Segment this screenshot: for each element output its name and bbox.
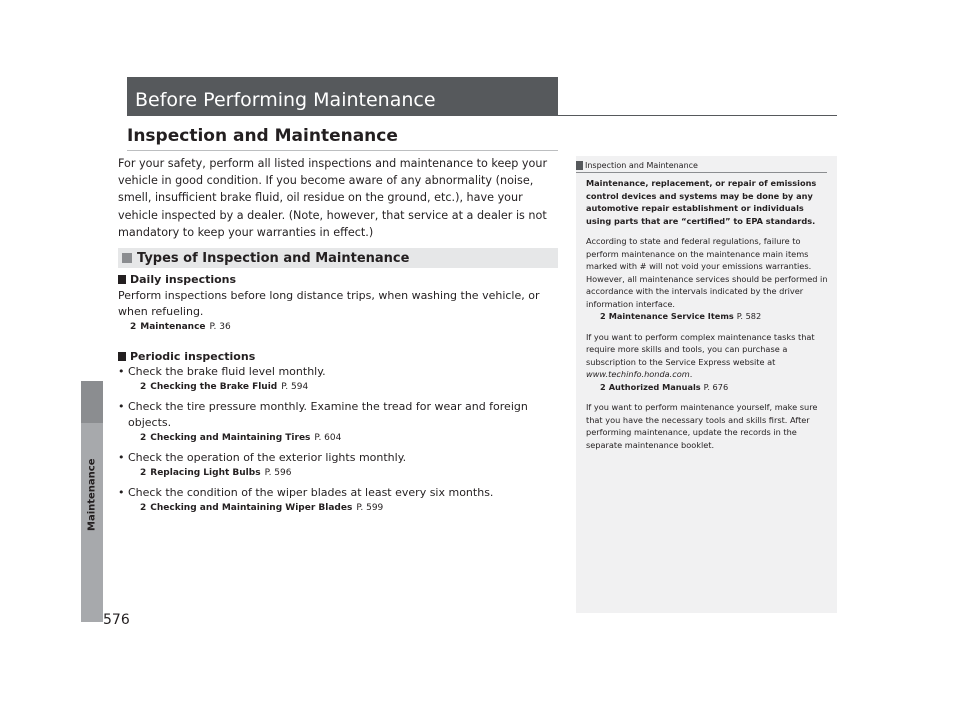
section-heading: Inspection and Maintenance bbox=[127, 126, 398, 146]
ref-title: Maintenance Service Items bbox=[608, 311, 734, 321]
list-item bbox=[118, 399, 563, 431]
sidebar-para-2-text: If you want to perform complex maintenance tasks that require more skills and tools, you can purchase a subscription to the Service Express website at bbox=[586, 331, 815, 367]
page-title: Before Performing Maintenance bbox=[127, 77, 558, 116]
ref-page: P. 582 bbox=[736, 311, 762, 321]
periodic-inspections bbox=[118, 350, 563, 516]
ref-page: P. 604 bbox=[314, 433, 342, 443]
ref-title: Checking the Brake Fluid bbox=[150, 382, 278, 392]
ref-page: P. 599 bbox=[356, 503, 384, 513]
list-item-text: Check the tire pressure monthly. Examine the tread for wear and foreign objects. bbox=[128, 400, 528, 429]
ref-link[interactable] bbox=[118, 431, 563, 446]
bullet-icon: • bbox=[118, 400, 125, 413]
ref-title: Checking and Maintaining Tires bbox=[150, 433, 311, 443]
daily-heading-text: Daily inspections bbox=[130, 273, 237, 286]
sidebar-ref-link-2[interactable] bbox=[586, 381, 829, 394]
sidebar-para-2-end: . bbox=[689, 369, 693, 379]
periodic-heading bbox=[118, 350, 563, 363]
periodic-heading-text: Periodic inspections bbox=[130, 350, 256, 363]
ref-page: P. 594 bbox=[281, 382, 309, 392]
subsection-title: Types of Inspection and Maintenance bbox=[137, 250, 410, 266]
ref-link[interactable] bbox=[118, 501, 563, 516]
ref-page: P. 36 bbox=[209, 322, 231, 332]
sidebar-bold-note: Maintenance, replacement, or repair of emissions control devices and systems may be done by any automotive repair establishment or individuals using parts that are “certified” to EPA standards. bbox=[586, 178, 817, 226]
sidebar-ref-link-1[interactable] bbox=[586, 310, 829, 323]
daily-heading bbox=[118, 273, 563, 286]
ref-page: P. 676 bbox=[703, 381, 729, 392]
sidebar-body bbox=[576, 173, 837, 451]
ref-link[interactable] bbox=[118, 380, 563, 395]
bullet-icon: • bbox=[118, 486, 125, 499]
ref-title: Authorized Manuals bbox=[608, 381, 701, 392]
ref-arrow-icon: 2 bbox=[600, 381, 606, 392]
ref-title: Checking and Maintaining Wiper Blades bbox=[150, 503, 353, 513]
list-item-text: Check the condition of the wiper blades at least every six months. bbox=[128, 486, 494, 499]
intro-paragraph: For your safety, perform all listed inspections and maintenance to keep your vehicle in good condition. If you become aware of any abnormality (noise, smell, insufficient brake fluid, oil residue on the ground, etc.), have your vehicle inspected by a dealer. (Note, however, that service at a dealer is not mandatory to keep your warranties in effect.) bbox=[118, 157, 548, 239]
website-link[interactable]: www.techinfo.honda.com bbox=[586, 369, 690, 379]
daily-body: Perform inspections before long distance trips, when washing the vehicle, or when refueling. bbox=[118, 289, 540, 318]
ref-title: Replacing Light Bulbs bbox=[150, 468, 261, 478]
square-icon bbox=[118, 352, 126, 361]
bullet-icon: • bbox=[118, 365, 125, 378]
daily-ref-link[interactable] bbox=[118, 320, 563, 335]
side-label: Maintenance bbox=[86, 458, 98, 532]
ref-title: Maintenance bbox=[140, 322, 206, 332]
sidebar-para-2 bbox=[586, 331, 829, 381]
square-icon bbox=[122, 253, 132, 263]
ref-page: P. 596 bbox=[264, 468, 292, 478]
bullet-icon: • bbox=[118, 451, 125, 464]
list-item-text: Check the brake fluid level monthly. bbox=[128, 365, 326, 378]
list-item bbox=[118, 450, 563, 466]
section-divider bbox=[127, 150, 558, 151]
sidebar-para-1: According to state and federal regulations, failure to perform maintenance on the maintenance main items marked with # will not void your emissions warranties. However, all maintenance services should be performed in accordance with the intervals indicated by the driver information interface. bbox=[586, 236, 828, 309]
ref-link[interactable] bbox=[118, 466, 563, 481]
ref-arrow-icon: 2 bbox=[140, 433, 147, 443]
page-number: 576 bbox=[103, 612, 130, 628]
ref-arrow-icon: 2 bbox=[140, 468, 147, 478]
list-item bbox=[118, 364, 563, 380]
ref-arrow-icon: 2 bbox=[130, 322, 137, 332]
list-item-text: Check the operation of the exterior lights monthly. bbox=[128, 451, 407, 464]
note-marker-icon bbox=[576, 161, 583, 170]
daily-inspections bbox=[118, 273, 563, 335]
subsection-header bbox=[118, 248, 558, 268]
side-tab-marker bbox=[81, 381, 103, 423]
ref-arrow-icon: 2 bbox=[600, 311, 606, 321]
title-rule bbox=[558, 115, 837, 116]
sidebar-heading-text: Inspection and Maintenance bbox=[585, 160, 698, 170]
sidebar-para-3: If you want to perform maintenance yourself, make sure that you have the necessary tools and skills first. After performing maintenance, update the records in the separate maintenance booklet. bbox=[586, 402, 818, 450]
ref-arrow-icon: 2 bbox=[140, 382, 147, 392]
square-icon bbox=[118, 275, 126, 284]
list-item bbox=[118, 485, 563, 501]
sidebar-note bbox=[576, 156, 837, 613]
sidebar-heading bbox=[576, 156, 837, 172]
ref-arrow-icon: 2 bbox=[140, 503, 147, 513]
